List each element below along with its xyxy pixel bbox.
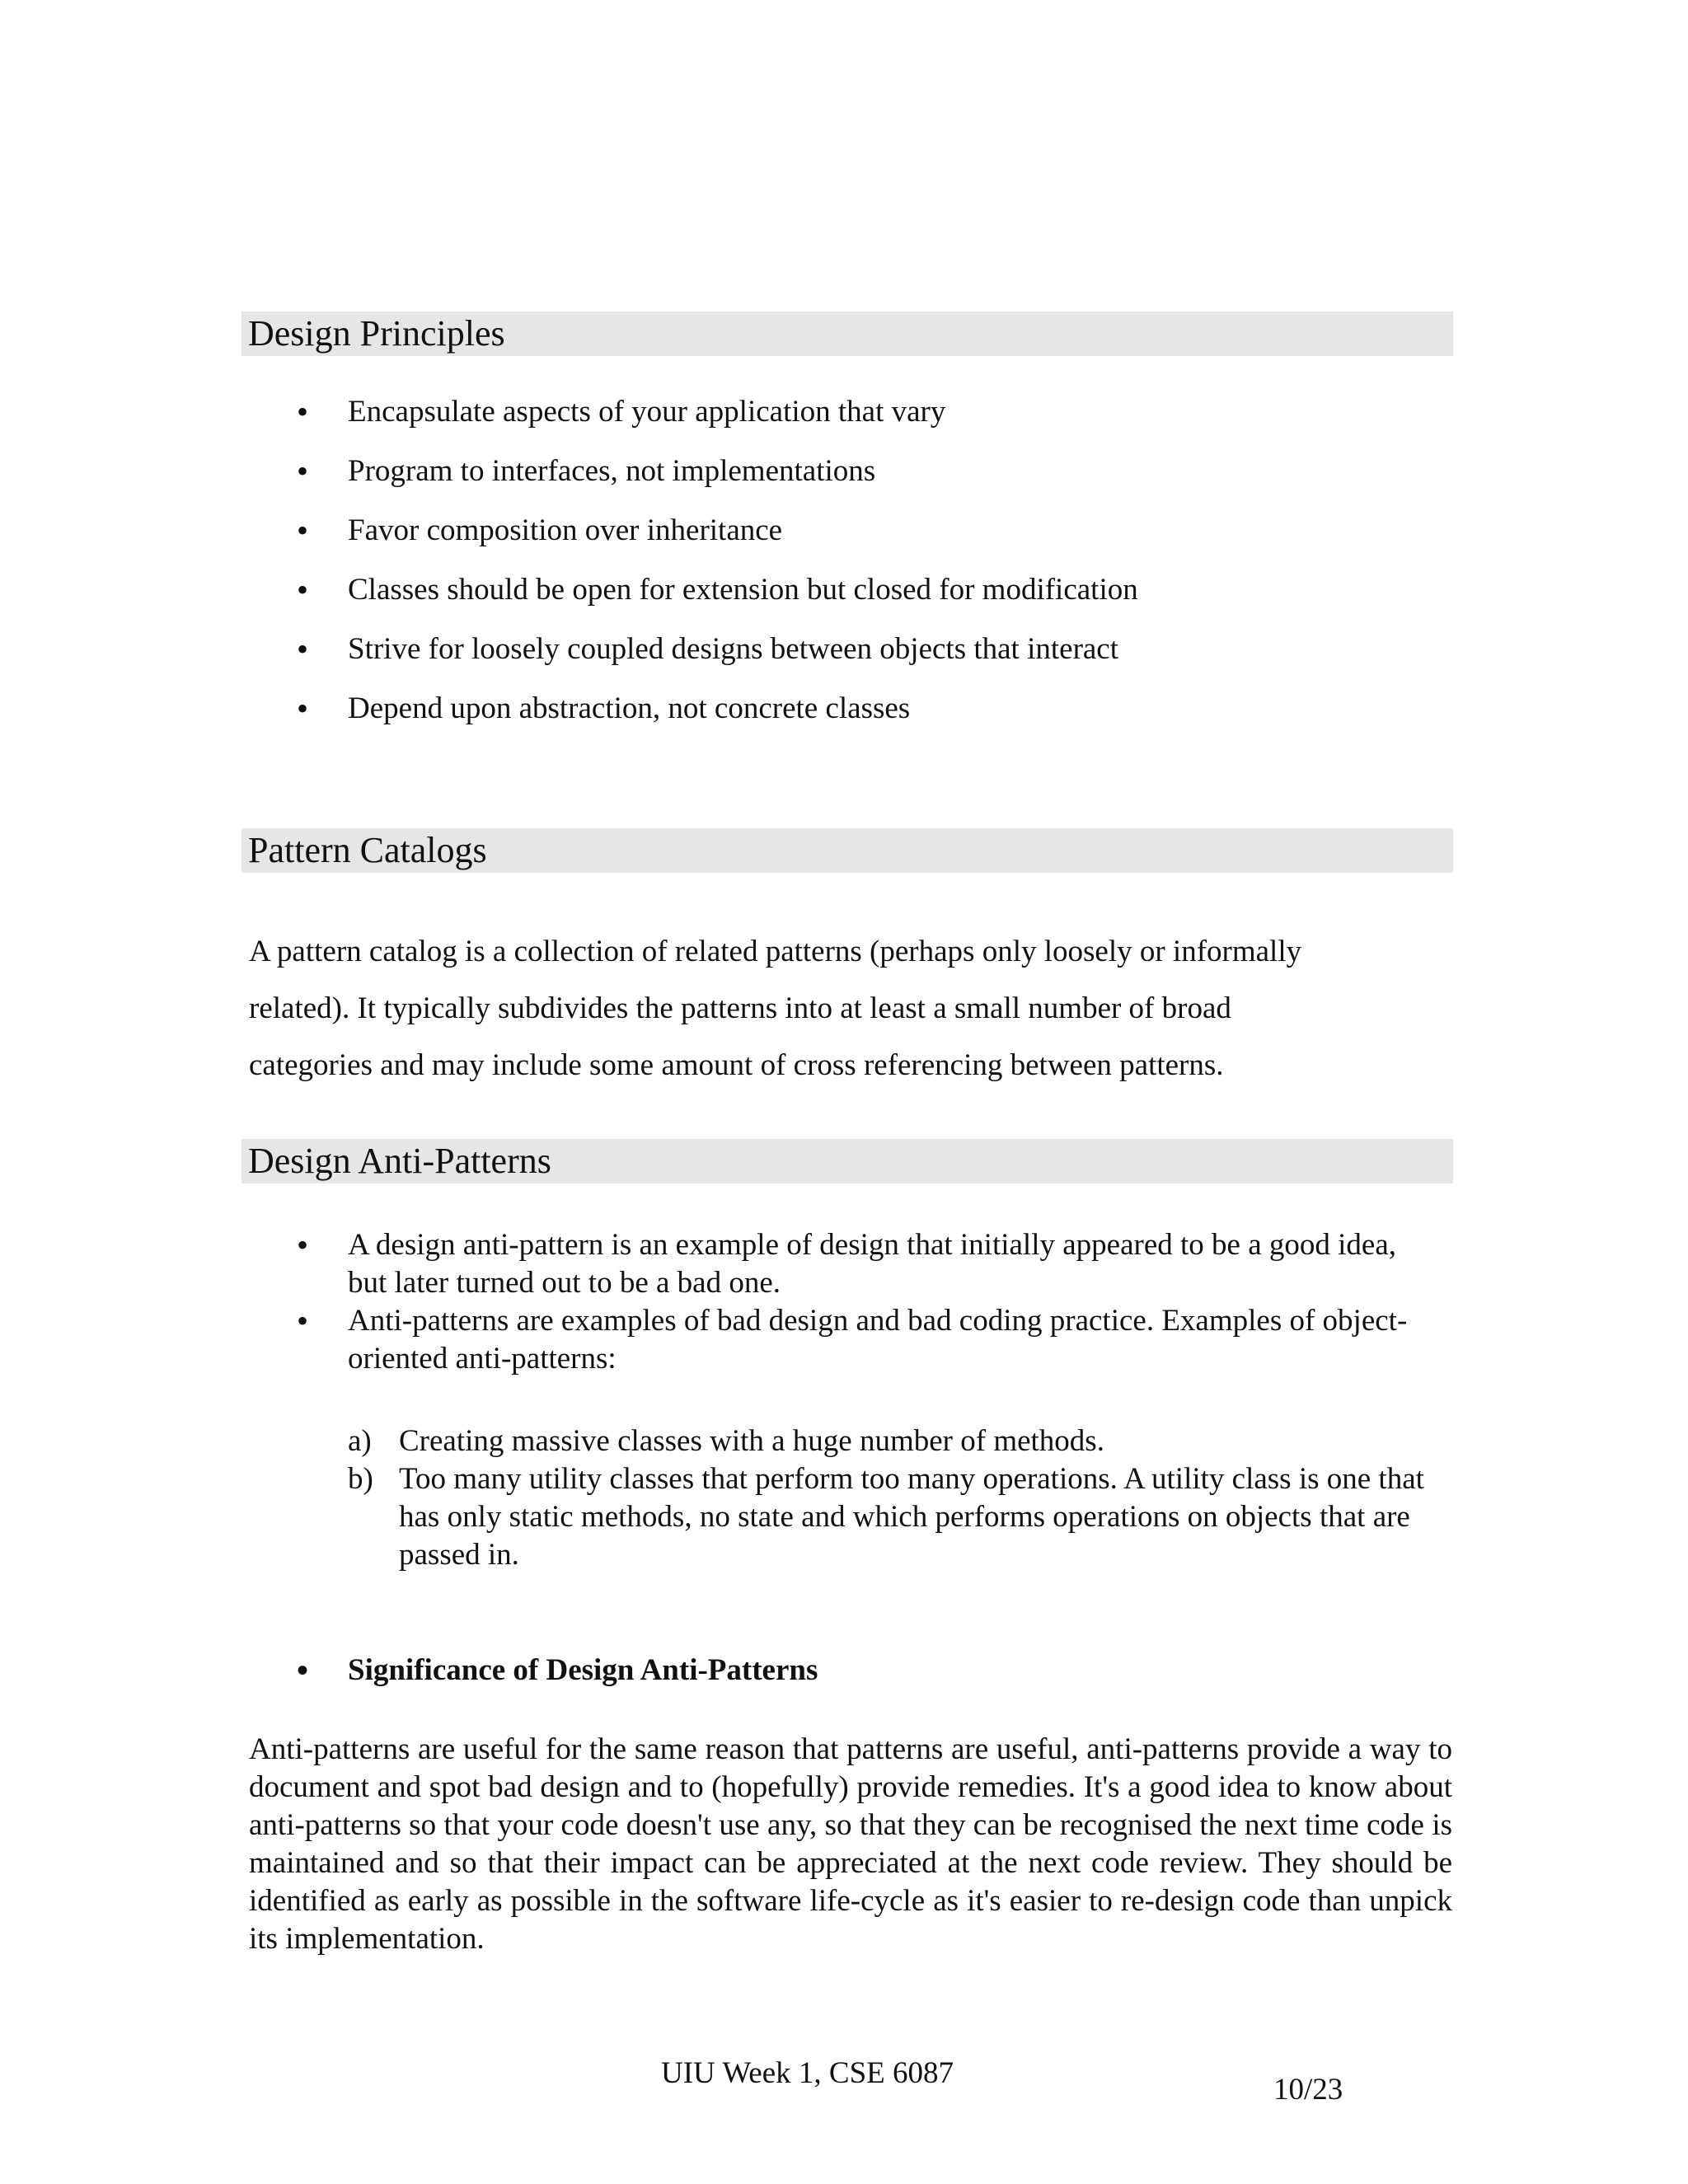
list-item-text: Too many utility classes that perform too many operations. A utility class is one that has only static methods, no state and which performs operations on objects that are passed in. [399,1462,1424,1572]
list-item [348,1422,1436,1460]
paragraph-line: A pattern catalog is a collection of related patterns (perhaps only loosely or informally [249,935,1302,968]
section-heading-pattern-catalogs: Pattern Catalogs [241,828,1453,873]
list-marker: b) [348,1462,373,1496]
list-item: • Strive for loosely coupled designs between objects that interact [297,631,1451,668]
design-principles-list [297,394,1451,750]
list-item: • A design anti-pattern is an example of design that initially appeared to be a good idea, but later turned out to be a bad one. [297,1226,1434,1302]
paragraph-line: related). It typically subdivides the patterns into at least a small number of broad [249,991,1231,1025]
anti-pattern-examples-list [348,1422,1436,1574]
footer-course: UIU Week 1, CSE 6087 [661,2056,954,2090]
list-item: • Anti-patterns are examples of bad design and bad coding practice. Examples of object-oriented anti-patterns: [297,1302,1434,1378]
page-number: 10/23 [1273,2073,1343,2107]
list-item: • Favor composition over inheritance [297,513,1451,549]
section-heading-design-anti-patterns: Design Anti-Patterns [241,1139,1453,1183]
significance-heading: • Significance of Design Anti-Patterns [297,1652,1434,1690]
list-item: • Depend upon abstraction, not concrete classes [297,691,1451,727]
list-marker: a) [348,1424,372,1458]
significance-paragraph: Anti-patterns are useful for the same reason that patterns are useful, anti-patterns provide a way to document and spot bad design and to (hopefully) provide remedies. It's a good idea to know about anti-patterns so that your code doesn't use any, so that they can be recognised the next time code is maintained and so that their impact can be appreciated at the next code review. They should be identified as early as possible in the software life-cycle as it's easier to re-design code than unpick its implementation. [249,1732,1452,1956]
list-item: • Encapsulate aspects of your application that vary [297,394,1451,430]
list-item [348,1460,1436,1574]
anti-patterns-list [297,1226,1434,1378]
section-heading-design-principles: Design Principles [241,312,1453,356]
significance-list [297,1652,1434,1690]
list-item: • Classes should be open for extension but closed for modification [297,572,1451,608]
paragraph-line: categories and may include some amount of cross referencing between patterns. [249,1048,1224,1082]
pattern-catalogs-paragraph [249,923,1452,1094]
list-item: • Program to interfaces, not implementations [297,453,1451,490]
list-item-text: Creating massive classes with a huge number of methods. [399,1424,1104,1458]
